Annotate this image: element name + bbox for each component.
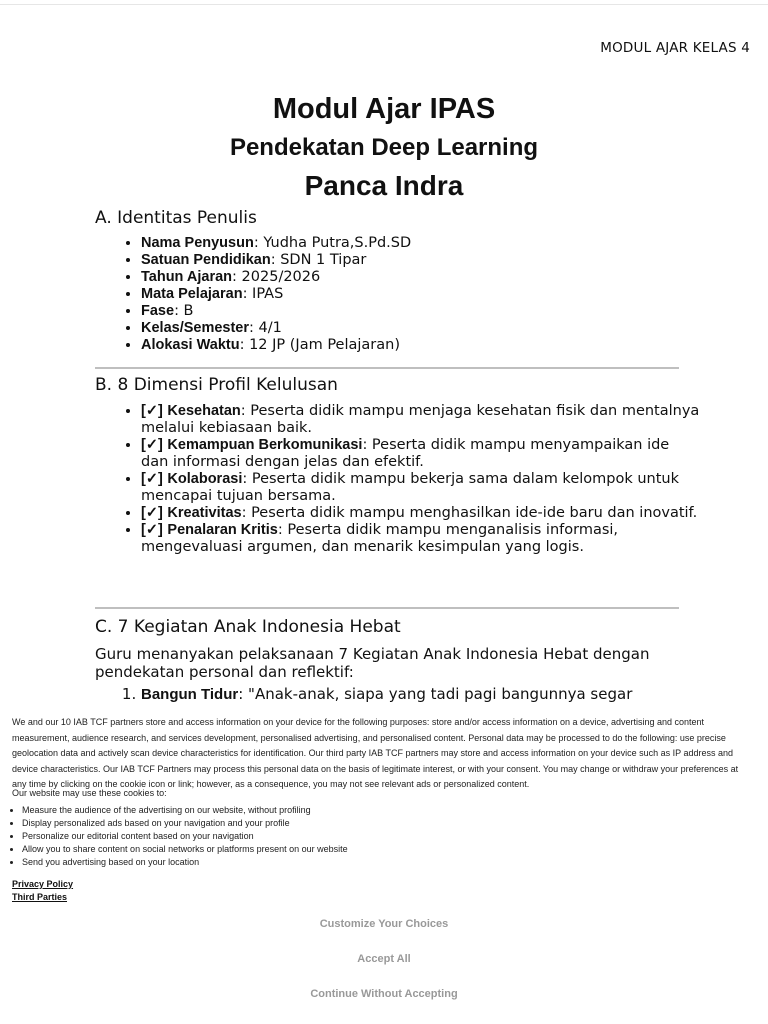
list-item xyxy=(141,286,701,303)
list-item xyxy=(141,522,701,556)
list-item xyxy=(141,471,701,505)
list-item xyxy=(141,269,701,286)
cookie-consent-banner xyxy=(0,708,768,1024)
item-value: : IPAS xyxy=(242,286,284,302)
item-value: : "Anak-anak, siapa yang tadi pagi bangunnya segar xyxy=(238,685,633,703)
item-label: Tahun Ajaran xyxy=(141,269,233,285)
check-mark: [✓] xyxy=(141,505,163,521)
document-subtitle: Pendekatan Deep Learning xyxy=(229,134,539,161)
header-label: MODUL AJAR KELAS 4 xyxy=(600,40,750,56)
list-item xyxy=(141,320,701,337)
list-item: • Send you advertising based on your location xyxy=(22,856,348,869)
document-topic: Panca Indra xyxy=(304,170,464,201)
item-label: Satuan Pendidikan xyxy=(141,252,271,268)
section-a-title: A. Identitas Penulis xyxy=(95,208,257,228)
item-value: : Peserta didik mampu menjaga kesehatan fisik dan mentalnya melalui kebiasaan baik. xyxy=(141,403,700,436)
check-mark: [✓] xyxy=(141,471,163,487)
list-item xyxy=(141,252,701,269)
item-value: : 12 JP (Jam Pelajaran) xyxy=(239,337,400,353)
continue-without-accepting-button[interactable]: Continue Without Accepting xyxy=(310,988,458,1000)
item-value: : 4/1 xyxy=(249,320,282,336)
list-item xyxy=(141,303,701,320)
cookie-purposes-list xyxy=(12,804,348,869)
item-label: Fase xyxy=(141,303,175,319)
identity-list xyxy=(118,235,701,354)
item-value: : Peserta didik mampu menghasilkan ide-ide baru dan inovatif. xyxy=(241,505,698,521)
check-mark: [✓] xyxy=(141,522,163,538)
check-mark: [✓] xyxy=(141,403,163,419)
list-item: • Personalize our editorial content based on your navigation xyxy=(22,830,348,843)
profile-list xyxy=(118,403,701,556)
accept-all-button[interactable]: Accept All xyxy=(357,953,411,965)
item-value: : Peserta didik mampu menyampaikan ide dan informasi dengan jelas dan efektif. xyxy=(141,437,670,470)
section-divider xyxy=(95,607,679,609)
item-value: : Peserta didik mampu menganalisis informasi, mengevaluasi argumen, dan menarik kesimpulan yang logis. xyxy=(141,522,619,555)
item-value: : Yudha Putra,S.Pd.SD xyxy=(253,235,412,251)
list-item xyxy=(141,337,701,354)
consent-caption: Our website may use these cookies to: xyxy=(12,788,167,798)
section-c-title: C. 7 Kegiatan Anak Indonesia Hebat xyxy=(95,617,401,637)
item-label: Kemampuan Berkomunikasi xyxy=(167,437,363,453)
list-item xyxy=(141,235,701,252)
item-label: Alokasi Waktu xyxy=(141,337,240,353)
section-b-title: B. 8 Dimensi Profil Kelulusan xyxy=(95,375,338,395)
activities-list xyxy=(118,685,701,704)
list-item: • Allow you to share content on social networks or platforms present on our website xyxy=(22,843,348,856)
item-label: Nama Penyusun xyxy=(141,235,254,251)
privacy-policy-link[interactable]: Privacy Policy xyxy=(12,879,74,889)
list-item: • Display personalized ads based on your navigation and your profile xyxy=(22,817,348,830)
item-label: Kreativitas xyxy=(167,505,242,521)
list-item: • Measure the audience of the advertising on our website, without profiling xyxy=(22,804,348,817)
item-value: : SDN 1 Tipar xyxy=(270,252,367,268)
item-label: Kolaborasi xyxy=(167,471,243,487)
consent-description: We and our 10 IAB TCF partners store and access information on your device for the following purposes: store and/or access information on a device, advertising and content measurement, audience research, and services development, personalised advertising, and personalised content. Personal data may be processed to do the following: use precise geolocation data and actively scan device characteristics for identification. Our third party IAB TCF partners may store and access information on your device such as IP address and device characteristics. Our IAB TCF Partners may process this personal data on the basis of legitimate interest, or with your consent. You may change or withdraw your preferences at any time by clicking on the cookie icon or link; however, as a consequence, you may not see relevant ads or personalized content. xyxy=(12,717,739,790)
item-label: Mata Pelajaran xyxy=(141,286,243,302)
list-item xyxy=(141,437,701,471)
item-label: Penalaran Kritis xyxy=(167,522,278,538)
section-c-intro: Guru menanyakan pelaksanaan 7 Kegiatan Anak Indonesia Hebat dengan pendekatan personal dan reflektif: xyxy=(95,645,650,681)
list-item xyxy=(141,505,701,522)
customize-choices-button[interactable]: Customize Your Choices xyxy=(319,918,449,930)
third-parties-link[interactable]: Third Parties xyxy=(12,892,68,902)
section-divider xyxy=(95,367,679,369)
item-value: : Peserta didik mampu bekerja sama dalam kelompok untuk mencapai tujuan bersama. xyxy=(141,471,679,504)
document-title: Modul Ajar IPAS xyxy=(272,93,496,125)
list-item xyxy=(141,403,701,437)
item-label: Kesehatan xyxy=(167,403,241,419)
item-label: Bangun Tidur xyxy=(141,686,239,703)
check-mark: [✓] xyxy=(141,437,163,453)
item-value: : 2025/2026 xyxy=(232,269,321,285)
list-item xyxy=(141,685,701,704)
item-value: : B xyxy=(174,303,194,319)
item-label: Kelas/Semester xyxy=(141,320,250,336)
